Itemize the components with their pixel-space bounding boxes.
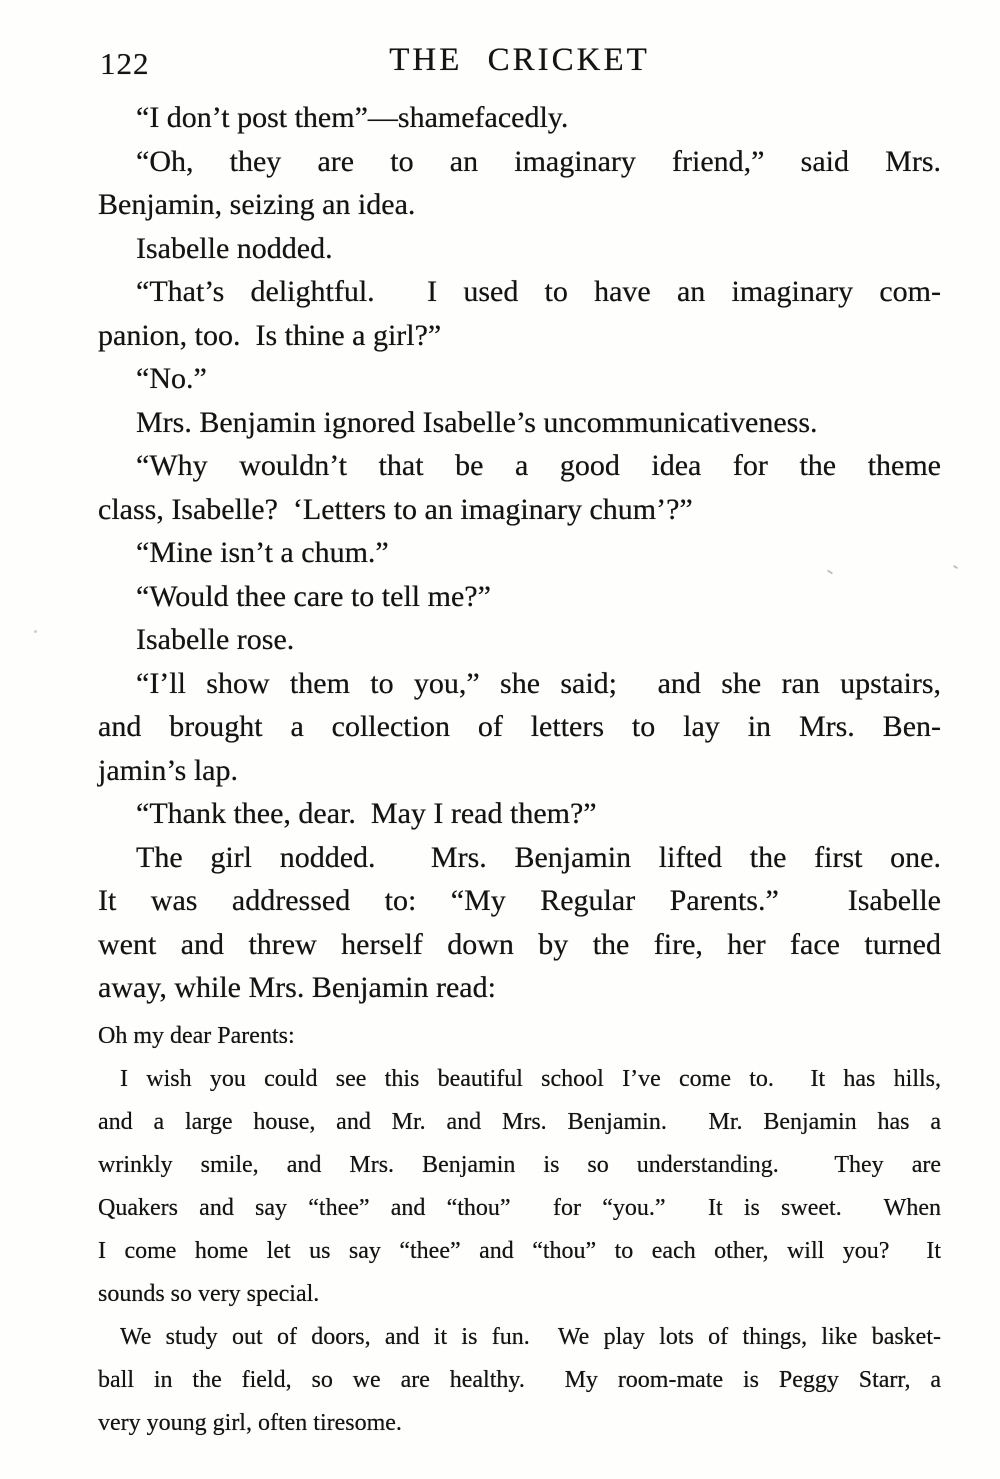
paragraph	[98, 444, 941, 531]
text-line: “Oh, they are to an imaginary friend,” said Mrs.	[136, 144, 941, 178]
scan-artifact	[34, 630, 37, 633]
text-line: jamin’s lap.	[98, 753, 238, 787]
paragraph	[98, 270, 941, 357]
text-line: panion, too. Is thine a girl?”	[98, 318, 442, 352]
text-line: ball in the field, so we are healthy. My room-mate is Peggy Starr, a	[98, 1366, 941, 1393]
text-line: went and threw herself down by the fire, her face turned	[98, 927, 941, 961]
letter-salutation	[98, 1015, 941, 1058]
page-number: 122	[100, 46, 150, 81]
text-line: We study out of doors, and it is fun. We play lots of things, like basket-	[120, 1323, 941, 1350]
text-line: class, Isabelle? ‘Letters to an imaginary chum’?”	[98, 492, 693, 526]
text-line: It was addressed to: “My Regular Parents.” Isabelle	[98, 884, 941, 917]
paragraph	[98, 531, 941, 575]
text-line: “That’s delightful. I used to have an imaginary com-	[136, 275, 941, 308]
text-line: Quakers and say “thee” and “thou” for “you.” It is sweet. When	[98, 1194, 941, 1221]
text-line: Oh my dear Parents:	[98, 1022, 295, 1049]
text-line: Mrs. Benjamin ignored Isabelle’s uncommunicativeness.	[136, 405, 818, 439]
paragraph	[98, 1058, 941, 1316]
text-line: The girl nodded. Mrs. Benjamin lifted the first one.	[136, 840, 941, 874]
paragraph	[98, 662, 941, 793]
text-line: Isabelle rose.	[136, 623, 295, 656]
text-line: and brought a collection of letters to lay in Mrs. Ben-	[98, 710, 941, 743]
text-line: sounds so very special.	[98, 1280, 320, 1307]
text-line: “I’ll show them to you,” she said; and she ran upstairs,	[136, 666, 941, 700]
paragraph	[98, 618, 941, 662]
text-line: “No.”	[136, 362, 207, 395]
text-line: “Would thee care to tell me?”	[136, 579, 491, 613]
text-line: very young girl, often tiresome.	[98, 1409, 402, 1436]
scan-artifact	[953, 565, 958, 569]
letter-block	[98, 1015, 941, 1445]
text-line: “Thank thee, dear. May I read them?”	[136, 797, 597, 830]
paragraph	[98, 96, 941, 140]
paragraph	[98, 357, 941, 401]
paragraph	[98, 401, 941, 445]
paragraph	[98, 836, 941, 1010]
paragraph	[98, 227, 941, 271]
text-column	[98, 0, 941, 1445]
text-line: Benjamin, seizing an idea.	[98, 188, 416, 221]
text-line: I come home let us say “thee” and “thou” to each other, will you? It	[98, 1237, 941, 1264]
text-line: “Why wouldn’t that be a good idea for the theme	[136, 449, 941, 482]
running-title: THE CRICKET	[389, 42, 650, 78]
paragraph	[98, 575, 941, 619]
body-text	[98, 96, 941, 1010]
paragraph	[98, 1316, 941, 1445]
running-head	[98, 38, 941, 84]
text-line: “I don’t post them”—shamefacedly.	[136, 101, 569, 134]
text-line: wrinkly smile, and Mrs. Benjamin is so understanding. They are	[98, 1151, 941, 1178]
paragraph	[98, 140, 941, 227]
text-line: and a large house, and Mr. and Mrs. Benjamin. Mr. Benjamin has a	[98, 1108, 941, 1135]
text-line: “Mine isn’t a chum.”	[136, 536, 389, 569]
text-line: I wish you could see this beautiful school I’ve come to. It has hills,	[120, 1065, 941, 1092]
text-line: Isabelle nodded.	[136, 231, 333, 265]
text-line: away, while Mrs. Benjamin read:	[98, 971, 496, 1004]
paragraph	[98, 792, 941, 836]
